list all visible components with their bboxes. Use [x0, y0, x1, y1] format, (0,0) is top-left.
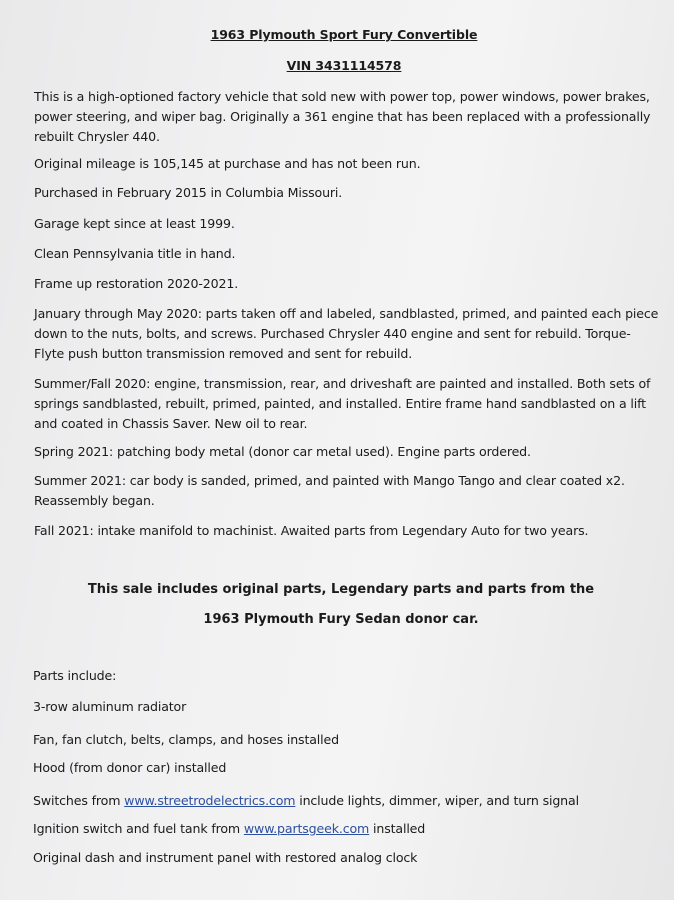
- parts-item-switches: [33, 793, 579, 808]
- switches-suffix: include lights, dimmer, wiper, and turn signal: [295, 793, 579, 808]
- parts-heading: Parts include:: [33, 668, 117, 683]
- partsgeek-link[interactable]: www.partsgeek.com: [243, 821, 370, 836]
- paragraph-spring-2021: Spring 2021: patching body metal (donor car metal used). Engine parts ordered.: [34, 444, 531, 459]
- paragraph-fall-2021: Fall 2021: intake manifold to machinist. Awaited parts from Legendary Auto for two years.: [34, 523, 589, 538]
- paragraph-mileage: Original mileage is 105,145 at purchase and has not been run.: [34, 156, 421, 171]
- paragraph-restoration: Frame up restoration 2020-2021.: [34, 276, 239, 291]
- sale-note-line1: This sale includes original parts, Legendary parts and parts from the: [87, 582, 595, 597]
- ignition-prefix: Ignition switch and fuel tank from: [33, 821, 244, 836]
- switches-prefix: Switches from: [33, 793, 125, 808]
- paragraph-intro: This is a high-optioned factory vehicle that sold new with power top, power windows, power brakes, power steering, and wiper bag. Originally a 361 engine that has been replaced with a professionally rebuilt Chrysler 440.: [34, 89, 651, 144]
- parts-item-radiator: 3-row aluminum radiator: [33, 699, 187, 714]
- paragraph-summer-fall-2020: Summer/Fall 2020: engine, transmission, rear, and driveshaft are painted and installed. Both sets of springs sandblasted, rebuilt, primed, painted, and installed. Entire frame hand sandblasted on a lift and coated in Chassis Saver. New oil to rear.: [34, 376, 651, 431]
- parts-item-fan: Fan, fan clutch, belts, clamps, and hoses installed: [33, 732, 339, 747]
- paragraph-purchased: Purchased in February 2015 in Columbia Missouri.: [34, 185, 343, 200]
- paragraph-title: Clean Pennsylvania title in hand.: [34, 246, 236, 261]
- paragraph-summer-2021: Summer 2021: car body is sanded, primed, and painted with Mango Tango and clear coated x2. Reassembly began.: [34, 473, 625, 508]
- parts-item-ignition: [33, 821, 425, 836]
- vin-heading: VIN 3431114578: [286, 58, 402, 73]
- paragraph-garage: Garage kept since at least 1999.: [34, 216, 235, 231]
- parts-item-hood: Hood (from donor car) installed: [33, 760, 227, 775]
- document-title: 1963 Plymouth Sport Fury Convertible: [210, 27, 478, 42]
- streetrodelectrics-link[interactable]: www.streetrodelectrics.com: [124, 793, 296, 808]
- parts-item-dash: Original dash and instrument panel with restored analog clock: [33, 850, 418, 865]
- paragraph-jan-may-2020: January through May 2020: parts taken off and labeled, sandblasted, primed, and painted each piece down to the nuts, bolts, and screws. Purchased Chrysler 440 engine and sent for rebuild. Torque-Flyte push button transmission removed and sent for rebuild.: [34, 306, 659, 361]
- ignition-suffix: installed: [369, 821, 426, 836]
- sale-note-line2: 1963 Plymouth Fury Sedan donor car.: [203, 612, 479, 627]
